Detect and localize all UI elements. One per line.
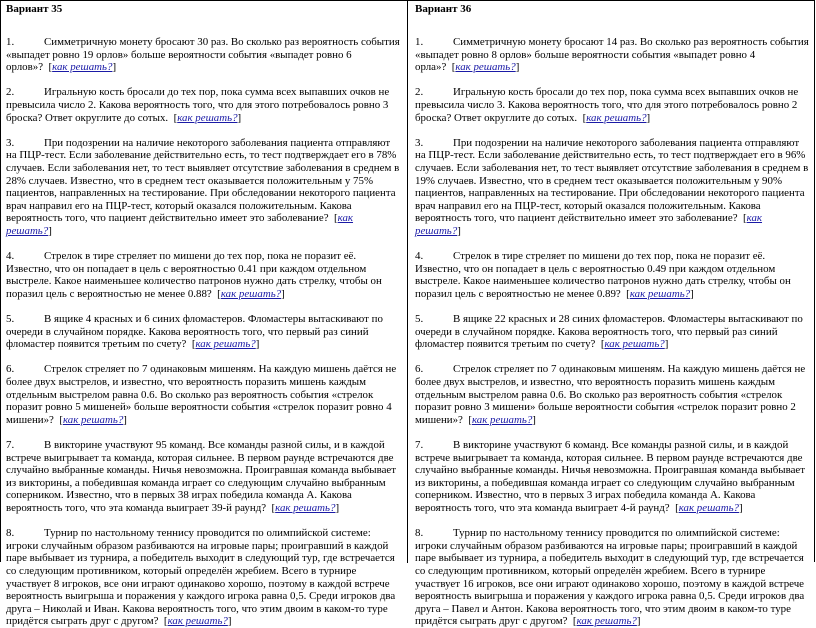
task-item: 3. При подозрении на наличие некоторого заболевания пациента отправляют на ПЦР-тест. Если заболевание действительно есть, то тест подтверждает его в 78% случаев. Если заболевания нет, то тест выявляет отсутствие заболевания в среднем в 28% случаев. Известно, что в среднем тест оказывается положительным у 75% пациентов, направленных на тестирование. При обследовании некоторого пациента врач направил его на ПЦР-тест, который оказался положительным. Какова вероятность того, что пациент действительно имеет это заболевание? [как решать?] bbox=[6, 136, 400, 237]
variant-column-left bbox=[6, 0, 400, 628]
task-text: Турнир по настольному теннису проводится по олимпийской системе: игроки случайным образом разбиваются на игровые пары; проигравший в каждой паре выбывает из турнира, а победитель выходит в следующий тур, где встречается со следующим противником, который определён жребием. Всего в турнире участвует 16 игроков, все они играют одинаково хорошо, поэтому в каждой встрече вероятность выигрыша и поражения у каждого игрока равна 0,5. Среди игроков два друга – Павел и Антон. Какова вероятность того, что этим двоим в каком-то туре придётся сыграть друг с другом? bbox=[415, 527, 805, 628]
how-to-solve-link[interactable]: как решать? bbox=[586, 111, 647, 124]
task-item: 5. В ящике 22 красных и 28 синих фломастеров. Фломастеры вытаскивают по очереди в случайном порядке. Какова вероятность того, что первый раз синий фломастер появится третьим по счету? [как решать?] bbox=[415, 313, 803, 351]
task-number: 1. bbox=[6, 36, 15, 48]
task-item: 7. В викторине участвуют 95 команд. Все команды разной силы, и в каждой встрече выигрывает та команда, которая сильнее. В первом раунде встречаются две случайно выбранные команды. Ничья невозможна. Проигравшая команда выбывает из викторины, а победившая команда играет со следующим случайно выбранным соперником. Известно, что в первых 38 играх победила команда А. Какова вероятность того, что эта команда выиграет 39-й раунд? [как решать?] bbox=[6, 439, 397, 514]
how-to-solve-link[interactable]: как решать? bbox=[6, 212, 354, 237]
variant-column-right bbox=[415, 0, 809, 628]
how-to-solve-link[interactable]: как решать? bbox=[629, 287, 691, 300]
task-item: 8. Турнир по настольному теннису проводится по олимпийской системе: игроки случайным образом разбиваются на игровые пары; проигравший в каждой паре выбывает из турнира, а победитель выходит в следующий тур, где встречается со следующим противником, который определён жребием. Всего в турнире участвует 8 игроков, все они играют одинаково хорошо, поэтому в каждой встрече вероятность выигрыша и поражения у каждого игрока равна 0,5. Среди игроков два друга – Николай и Иван. Какова вероятность того, что этим двоим в каком-то туре придётся сыграть друг с другом? [как решать?] bbox=[6, 527, 396, 628]
task-item: 4. Стрелок в тире стреляет по мишени до тех пор, пока не поразит её. Известно, что он попадает в цель с вероятностью 0.49 при каждом отдельном выстреле. Какое наименьшее количество патронов нужно дать стрелку, чтобы он поразил цель с вероятностью не менее 0.89? [как решать?] bbox=[415, 250, 791, 300]
task-number: 7. bbox=[6, 439, 15, 451]
task-number: 8. bbox=[6, 527, 15, 540]
task-item: 4. Стрелок в тире стреляет по мишени до тех пор, пока не поразит её. Известно, что он попадает в цель с вероятностью 0.41 при каждом отдельном выстреле. Какое наименьшее количество патронов нужно дать стрелку, чтобы он поразил цель с вероятностью не менее 0.88? [как решать?] bbox=[6, 250, 382, 300]
task-text: В викторине участвуют 95 команд. Все команды разной силы, и в каждой встрече выигрывает та команда, которая сильнее. В первом раунде встречаются две случайно выбранные команды. Ничья невозможна. Проигравшая команда выбывает из викторины, а победившая команда играет со следующим случайно выбранным соперником. Известно, что в первых 38 играх победила команда А. Какова вероятность того, что эта команда выиграет 39-й раунд? bbox=[6, 439, 397, 514]
how-to-solve-link[interactable]: как решать? bbox=[576, 615, 637, 628]
task-text: Симметричную монету бросают 14 раз. Во сколько раз вероятность события «выпадет ровно 8 орлов» больше вероятности события «выпадет ровно 4 орла»? bbox=[415, 36, 809, 74]
task-item: 5. В ящике 4 красных и 6 синих фломастеров. Фломастеры вытаскивают по очереди в случайном порядке. Какова вероятность того, что первый раз синий фломастер появится третьим по счету? [как решать?] bbox=[6, 313, 383, 351]
how-to-solve-link[interactable]: как решать? bbox=[455, 61, 516, 74]
task-text: В викторине участвуют 6 команд. Все команды разной силы, и в каждой встрече выигрывает та команда, которая сильнее. В первом раунде встречаются две случайно выбранные команды. Ничья невозможна. Проигравшая команда выбывает из викторины, а победившая команда играет со следующим случайно выбранным соперником. Известно, что в первых 3 играх победила команда А. Какова вероятность того, что эта команда выиграет 4-й раунд? bbox=[415, 439, 806, 514]
task-number: 7. bbox=[415, 439, 424, 451]
task-item: 1. Симметричную монету бросают 30 раз. Во сколько раз вероятность события «выпадет ровно 19 орлов» больше вероятности события «выпадет ровно 6 орлов»? [как решать?] bbox=[6, 36, 400, 74]
task-number: 5. bbox=[415, 313, 424, 326]
how-to-solve-link[interactable]: как решать? bbox=[604, 338, 665, 351]
task-text: Стрелок в тире стреляет по мишени до тех пор, пока не поразит её. Известно, что он попадает в цель с вероятностью 0.49 при каждом отдельном выстреле. Какое наименьшее количество патронов нужно дать стрелку, чтобы он поразил цель с вероятностью не менее 0.89? bbox=[415, 250, 791, 300]
variant-title: Вариант 35 bbox=[6, 3, 63, 15]
column-divider bbox=[407, 0, 408, 563]
task-list bbox=[6, 36, 400, 628]
task-text: Игральную кость бросали до тех пор, пока сумма всех выпавших очков не превысила число 3. Какова вероятность того, что для этого потребовалось ровно 2 броска? Ответ округлите до сотых. bbox=[415, 86, 799, 124]
task-number: 4. bbox=[415, 250, 424, 263]
task-item: 6. Стрелок стреляет по 7 одинаковым мишеням. На каждую мишень даётся не более двух выстрелов, и известно, что вероятность поразить мишень каждым отдельным выстрелом равна 0.6. Во сколько раз вероятность события «стрелок поразит ровно 5 мишеней» больше вероятности события «стрелок поразит ровно 4 мишени»? [как решать?] bbox=[6, 363, 397, 426]
task-text: Стрелок стреляет по 7 одинаковым мишеням. На каждую мишень даётся не более двух выстрелов, и известно, что вероятность поразить мишень каждым отдельным выстрелом равна 0.6. Во сколько раз вероятность события «стрелок поразит ровно 3 мишени» больше вероятности события «стрелок поразит ровно 2 мишени»? bbox=[415, 363, 806, 426]
task-text: В ящике 4 красных и 6 синих фломастеров. Фломастеры вытаскивают по очереди в случайном порядке. Какова вероятность того, что первый раз синий фломастер появится третьим по счету? bbox=[6, 313, 383, 351]
task-item: 1. Симметричную монету бросают 14 раз. Во сколько раз вероятность события «выпадет ровно 8 орлов» больше вероятности события «выпадет ровно 4 орла»? [как решать?] bbox=[415, 36, 809, 74]
task-number: 8. bbox=[415, 527, 424, 540]
variant-title: Вариант 36 bbox=[415, 3, 472, 15]
how-to-solve-link[interactable]: как решать? bbox=[678, 501, 740, 514]
task-number: 2. bbox=[6, 86, 15, 99]
task-text: Симметричную монету бросают 30 раз. Во сколько раз вероятность события «выпадет ровно 19 орлов» больше вероятности события «выпадет ровно 6 орлов»? bbox=[6, 36, 400, 74]
how-to-solve-link[interactable]: как решать? bbox=[415, 212, 763, 237]
task-text: При подозрении на наличие некоторого заболевания пациента отправляют на ПЦР-тест. Если заболевание действительно есть, то тест подтверждает его в 96% случаев. Если заболевания нет, то тест выявляет отсутствие заболевания в среднем в 19% случаев. Известно, что в среднем тест оказывается положительным у 90% пациентов, направленных на тестирование. При обследовании некоторого пациента врач направил его на ПЦР-тест, который оказался положительным. Какова вероятность того, что пациент действительно имеет это заболевание? bbox=[415, 136, 809, 225]
task-number: 6. bbox=[415, 363, 424, 376]
task-list bbox=[415, 36, 809, 628]
task-item: 6. Стрелок стреляет по 7 одинаковым мишеням. На каждую мишень даётся не более двух выстрелов, и известно, что вероятность поразить мишень каждым отдельным выстрелом равна 0.6. Во сколько раз вероятность события «стрелок поразит ровно 3 мишени» больше вероятности события «стрелок поразит ровно 2 мишени»? [как решать?] bbox=[415, 363, 806, 426]
task-text: При подозрении на наличие некоторого заболевания пациента отправляют на ПЦР-тест. Если заболевание действительно есть, то тест подтверждает его в 78% случаев. Если заболевания нет, то тест выявляет отсутствие заболевания в среднем в 28% случаев. Известно, что в среднем тест оказывается положительным у 75% пациентов, направленных на тестирование. При обследовании некоторого пациента врач направил его на ПЦР-тест, который оказался положительным. Какова вероятность того, что пациент действительно имеет это заболевание? bbox=[6, 136, 400, 225]
task-text: Игральную кость бросали до тех пор, пока сумма всех выпавших очков не превысила число 2. Какова вероятность того, что для этого потребовалось ровно 3 броска? Ответ округлите до сотых. bbox=[6, 86, 390, 124]
task-item: 2. Игральную кость бросали до тех пор, пока сумма всех выпавших очков не превысила число 3. Какова вероятность того, что для этого потребовалось ровно 2 броска? Ответ округлите до сотых. [как решать?] bbox=[415, 86, 799, 124]
task-text: Стрелок в тире стреляет по мишени до тех пор, пока не поразит её. Известно, что он попадает в цель с вероятностью 0.41 при каждом отдельном выстреле. Какое наименьшее количество патронов нужно дать стрелку, чтобы он поразил цель с вероятностью не менее 0.88? bbox=[6, 250, 382, 300]
task-number: 2. bbox=[415, 86, 424, 99]
task-number: 4. bbox=[6, 250, 15, 263]
task-text: В ящике 22 красных и 28 синих фломастеров. Фломастеры вытаскивают по очереди в случайном порядке. Какова вероятность того, что первый раз синий фломастер появится третьим по счету? bbox=[415, 313, 803, 351]
task-number: 1. bbox=[415, 36, 424, 48]
how-to-solve-link[interactable]: как решать? bbox=[195, 338, 256, 351]
how-to-solve-link[interactable]: как решать? bbox=[471, 413, 533, 426]
task-text: Турнир по настольному теннису проводится по олимпийской системе: игроки случайным образом разбиваются на игровые пары; проигравший в каждой паре выбывает из турнира, а победитель выходит в следующий тур, где встречается со следующим противником, который определён жребием. Всего в турнире участвует 8 игроков, все они играют одинаково хорошо, поэтому в каждой встрече вероятность выигрыша и поражения у каждого игрока равна 0,5. Среди игроков два друга – Николай и Иван. Какова вероятность того, что этим двоим в каком-то туре придётся сыграть друг с другом? bbox=[6, 527, 396, 628]
task-item: 7. В викторине участвуют 6 команд. Все команды разной силы, и в каждой встрече выигрывает та команда, которая сильнее. В первом раунде встречаются две случайно выбранные команды. Ничья невозможна. Проигравшая команда выбывает из викторины, а победившая команда играет со следующим случайно выбранным соперником. Известно, что в первых 3 играх победила команда А. Какова вероятность того, что эта команда выиграет 4-й раунд? [как решать?] bbox=[415, 439, 806, 514]
task-number: 3. bbox=[6, 136, 15, 149]
task-number: 3. bbox=[415, 136, 424, 149]
task-item: 8. Турнир по настольному теннису проводится по олимпийской системе: игроки случайным образом разбиваются на игровые пары; проигравший в каждой паре выбывает из турнира, а победитель выходит в следующий тур, где встречается со следующим противником, который определён жребием. Всего в турнире участвует 16 игроков, все они играют одинаково хорошо, поэтому в каждой встрече вероятность выигрыша и поражения у каждого игрока равна 0,5. Среди игроков два друга – Павел и Антон. Какова вероятность того, что этим двоим в каком-то туре придётся сыграть друг с другом? [как решать?] bbox=[415, 527, 805, 628]
how-to-solve-link[interactable]: как решать? bbox=[52, 61, 113, 74]
how-to-solve-link[interactable]: как решать? bbox=[275, 501, 336, 514]
task-number: 5. bbox=[6, 313, 15, 326]
task-text: Стрелок стреляет по 7 одинаковым мишеням. На каждую мишень даётся не более двух выстрелов, и известно, что вероятность поразить мишень каждым отдельным выстрелом равна 0.6. Во сколько раз вероятность события «стрелок поразит ровно 5 мишеней» больше вероятности события «стрелок поразит ровно 4 мишени»? bbox=[6, 363, 397, 426]
task-item: 2. Игральную кость бросали до тех пор, пока сумма всех выпавших очков не превысила число 2. Какова вероятность того, что для этого потребовалось ровно 3 броска? Ответ округлите до сотых. [как решать?] bbox=[6, 86, 390, 124]
how-to-solve-link[interactable]: как решать? bbox=[220, 287, 282, 300]
how-to-solve-link[interactable]: как решать? bbox=[62, 413, 124, 426]
task-item: 3. При подозрении на наличие некоторого заболевания пациента отправляют на ПЦР-тест. Если заболевание действительно есть, то тест подтверждает его в 96% случаев. Если заболевания нет, то тест выявляет отсутствие заболевания в среднем в 19% случаев. Известно, что в среднем тест оказывается положительным у 90% пациентов, направленных на тестирование. При обследовании некоторого пациента врач направил его на ПЦР-тест, который оказался положительным. Какова вероятность того, что пациент действительно имеет это заболевание? [как решать?] bbox=[415, 136, 809, 237]
how-to-solve-link[interactable]: как решать? bbox=[167, 615, 228, 628]
how-to-solve-link[interactable]: как решать? bbox=[177, 111, 238, 124]
task-number: 6. bbox=[6, 363, 15, 376]
